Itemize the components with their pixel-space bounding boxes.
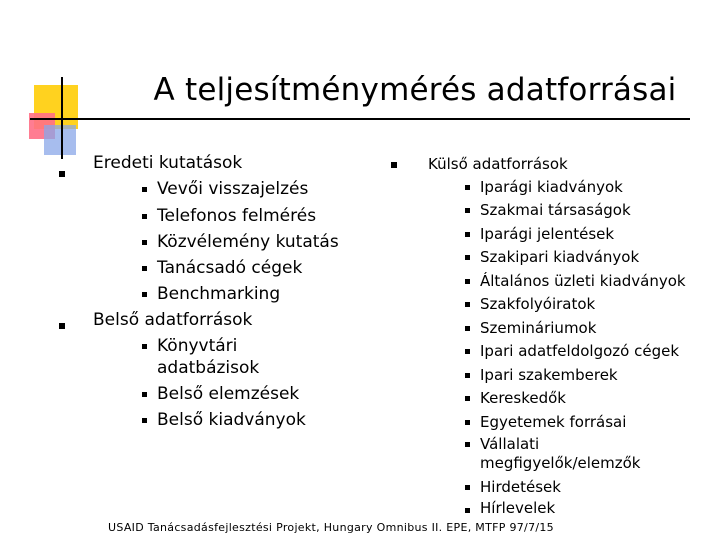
sub-bullet-icon	[465, 485, 470, 490]
sub-bullet-icon	[465, 396, 470, 401]
list-item: Belső kiadványok	[157, 410, 306, 430]
sub-bullet-icon	[142, 292, 147, 297]
sub-bullet-icon	[142, 344, 147, 349]
list-item: Kereskedők	[480, 389, 566, 407]
list-item: Telefonos felmérés	[157, 206, 317, 226]
list-item: Vállalati	[480, 435, 540, 453]
sub-bullet-icon	[142, 214, 147, 219]
primary-research-heading: Eredeti kutatások	[93, 153, 243, 173]
list-item: Tanácsadó cégek	[157, 258, 303, 278]
bullet-square-icon	[391, 162, 397, 168]
internal-sources-heading: Belső adatforrások	[93, 310, 253, 330]
list-item: Hirdetések	[480, 478, 561, 496]
list-item: Ipari adatfeldolgozó cégek	[480, 342, 679, 360]
list-item: Szemináriumok	[480, 319, 597, 337]
list-item: Szakipari kiadványok	[480, 248, 640, 266]
list-item: Könyvtári	[157, 336, 238, 356]
sub-bullet-icon	[465, 420, 470, 425]
sub-bullet-icon	[465, 232, 470, 237]
list-item: Szakmai társaságok	[480, 201, 631, 219]
sub-bullet-icon	[465, 255, 470, 260]
list-item: Benchmarking	[157, 284, 281, 304]
list-item: Ipari szakemberek	[480, 366, 618, 384]
decorative-blue-square	[44, 125, 76, 155]
list-item: Iparági jelentések	[480, 225, 615, 243]
list-item-continuation: adatbázisok	[157, 358, 260, 378]
list-item: Szakfolyóiratok	[480, 295, 596, 313]
list-item: Belső elemzések	[157, 384, 300, 404]
sub-bullet-icon	[142, 392, 147, 397]
sub-bullet-icon	[142, 240, 147, 245]
list-item-continuation: megfigyelők/elemzők	[480, 454, 641, 472]
sub-bullet-icon	[465, 373, 470, 378]
list-item: Vevői visszajelzés	[157, 179, 309, 199]
external-sources-heading: Külső adatforrások	[428, 155, 568, 173]
list-item: Iparági kiadványok	[480, 178, 623, 196]
sub-bullet-icon	[465, 508, 470, 513]
slide-title: A teljesítménymérés adatforrásai	[153, 72, 677, 108]
bullet-square-icon	[59, 323, 65, 329]
sub-bullet-icon	[465, 302, 470, 307]
list-item: Hírlevelek	[480, 499, 556, 517]
sub-bullet-icon	[465, 442, 470, 447]
sub-bullet-icon	[142, 418, 147, 423]
list-item: Közvélemény kutatás	[157, 232, 339, 252]
footer-credit: USAID Tanácsadásfejlesztési Projekt, Hungary Omnibus II. EPE, MTFP 97/7/15	[108, 521, 554, 534]
list-item: Egyetemek forrásai	[480, 413, 627, 431]
bullet-square-icon	[59, 171, 65, 177]
sub-bullet-icon	[142, 266, 147, 271]
sub-bullet-icon	[465, 326, 470, 331]
list-item: Általános üzleti kiadványok	[480, 272, 686, 290]
sub-bullet-icon	[465, 208, 470, 213]
sub-bullet-icon	[465, 185, 470, 190]
sub-bullet-icon	[142, 187, 147, 192]
sub-bullet-icon	[465, 279, 470, 284]
sub-bullet-icon	[465, 349, 470, 354]
title-underline	[30, 118, 690, 120]
